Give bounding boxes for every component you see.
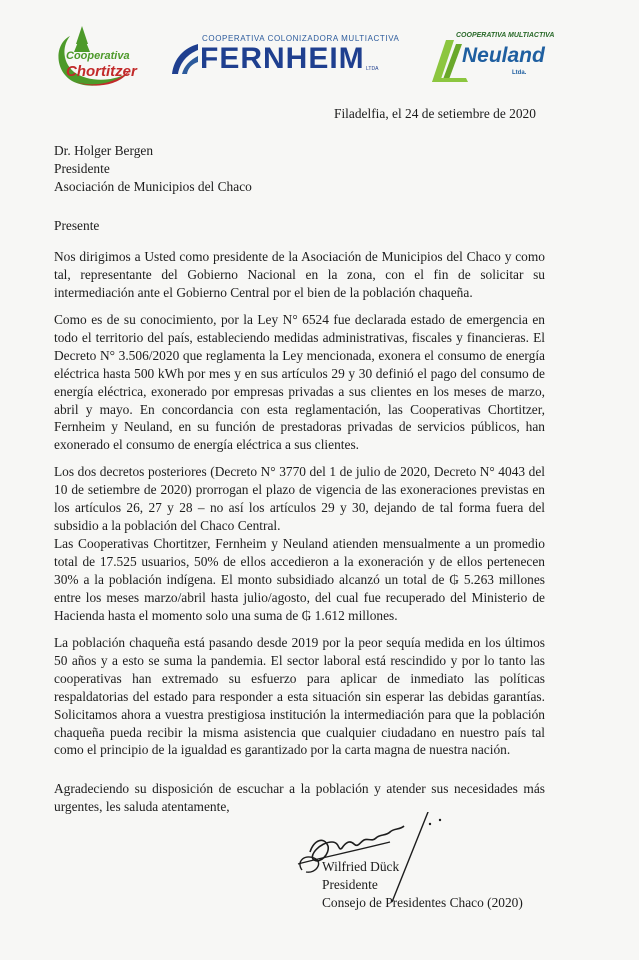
chortitzer-logo-line1: Cooperativa bbox=[66, 50, 130, 62]
neuland-logo-name: Neuland bbox=[462, 44, 545, 67]
fernheim-emblem-icon bbox=[170, 42, 200, 76]
recipient-organization: Asociación de Municipios del Chaco bbox=[54, 179, 252, 194]
neuland-logo-suffix: Ltda. bbox=[512, 70, 527, 76]
fernheim-logo bbox=[170, 32, 400, 82]
signer-organization: Consejo de Presidentes Chaco (2020) bbox=[322, 895, 523, 910]
paragraph-3: Los dos decretos posteriores (Decreto N° 3770 del 1 de julio de 2020, Decreto N° 4043 del 10 de setiembre de 2020) prorrogan el plazo de vigencia de las exoneraciones previstas en los artículos 26, 27 y 28 – no así los artículos 29 y 30, dejando de tal forma fuera del subsidio a la población del Chaco Central. bbox=[54, 464, 545, 533]
recipient-block bbox=[54, 142, 252, 196]
paragraph-4: Las Cooperativas Chortitzer, Fernheim y Neuland atienden mensualmente a un promedio total de 17.525 usuarios, 50% de ellos accedieron a la exoneración y de ellos pertenecen 30% a la población indígena. El monto subsidiado alcanzó un total de ₲ 5.263 millones entre los meses marzo/abril hasta julio/agosto, del cual fue recuperado del Ministerio de Hacienda hasta el momento solo una suma de ₲ 1.612 millones. bbox=[54, 536, 545, 623]
recipient-role: Presidente bbox=[54, 161, 110, 176]
letterhead bbox=[0, 20, 639, 90]
letter-date: Filadelfia, el 24 de setiembre de 2020 bbox=[334, 106, 536, 121]
recipient-name: Dr. Holger Bergen bbox=[54, 143, 154, 158]
paragraph-6-closing: Agradeciendo su disposición de escuchar a la población y atender sus necesidades más urgentes, les saluda atentamente, bbox=[54, 781, 545, 814]
salutation: Presente bbox=[54, 218, 100, 233]
chortitzer-logo-line2: Chortitzer bbox=[66, 63, 137, 80]
chortitzer-logo bbox=[52, 22, 152, 88]
signer-name: Wilfried Dück bbox=[322, 859, 400, 874]
signer-role: Presidente bbox=[322, 877, 378, 892]
fernheim-logo-suffix: LTDA bbox=[366, 66, 379, 72]
neuland-logo-subtitle: COOPERATIVA MULTIACTIVA bbox=[456, 32, 555, 39]
paragraph-2: Como es de su conocimiento, por la Ley N° 6524 fue declarada estado de emergencia en todo el territorio del país, estableciendo medidas administrativas, fiscales y financieras. El Decreto N° 3.506/2020 que reglamenta la Ley mencionada, exonera el consumo de energía eléctrica hasta 500 kWh por mes y en sus artículos 29 y 30 definió el pago del consumo de energía eléctrica, exonerado por empresas privadas a sus clientes en los meses de marzo, abril y mayo. En concordancia con esta reglamentación, las Cooperativas Chortitzer, Fernheim y Neuland, en su función de prestadoras privadas de servicios públicos, han exonerado el consumo de energía eléctrica a sus clientes. bbox=[54, 312, 545, 453]
paragraph-5: La población chaqueña está pasando desde 2019 por la peor sequía medida en los últimos 50 años y a esto se suma la pandemia. El sector laboral está rescindido y por lo tanto las cooperativas han extremado su esfuerzo para aplicar de inmediato las políticas respaldatorias del estado para responder a esta situación sin esperar las debidas garantías. Solicitamos ahora a vuestra prestigiosa institución la intermediación para que la población chaqueña pueda recibir la misma asistencia que cualquier ciudadano en nuestro país tal como el principio de la igualdad es garantizado por la carta magna de nuestra nación. bbox=[54, 635, 545, 758]
paragraph-1: Nos dirigimos a Usted como presidente de la Asociación de Municipios del Chaco y como tal, representante del Gobierno Nacional en la zona, con el fin de solicitar su intermediación ante el Gobierno Central por el bien de la población chaqueña. bbox=[54, 249, 545, 300]
fernheim-logo-subtitle: COOPERATIVA COLONIZADORA MULTIACTIVA bbox=[202, 34, 400, 43]
signer-block bbox=[322, 858, 523, 912]
fernheim-logo-name: FERNHEIM bbox=[200, 42, 365, 75]
neuland-logo bbox=[430, 32, 560, 92]
